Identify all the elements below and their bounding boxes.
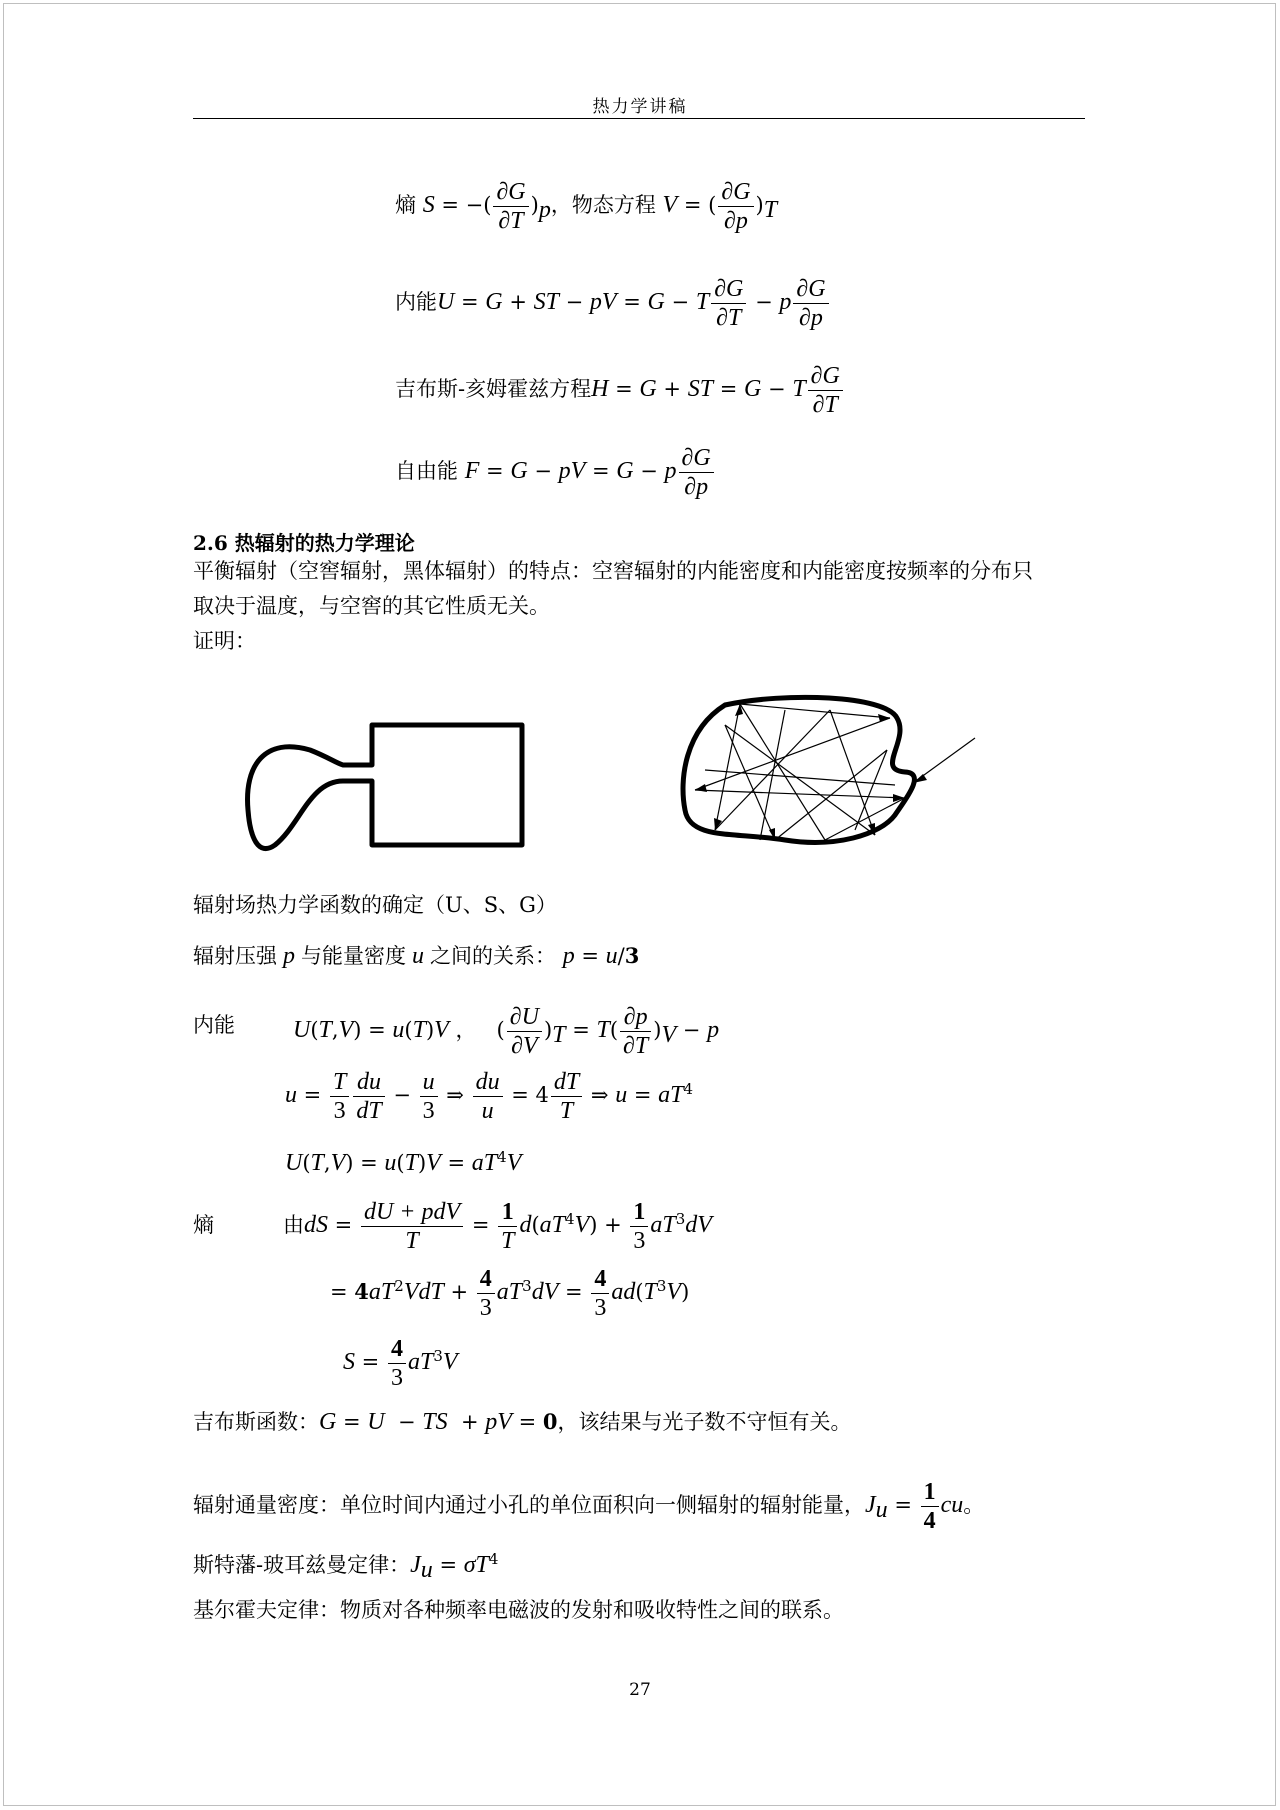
formula-u-result: $U(T,V) = u(T)V = aT^4V$ [285, 1148, 522, 1176]
cavity-outline [248, 725, 522, 849]
proof-label: 证明： [193, 629, 256, 653]
header-rule [193, 118, 1085, 119]
cavity-aperture-diagram [240, 705, 540, 865]
header-title: 热力学讲稿 [592, 97, 688, 117]
pressure-relation: 辐射压强 p 与能量密度 u 之间的关系： p = u/3 [193, 943, 640, 969]
functions-line: 辐射场热力学函数的确定（U、S、G） [193, 893, 557, 917]
section-heading: 2.6 热辐射的热力学理论 [193, 531, 415, 555]
flux-density-line: 辐射通量密度：单位时间内通过小孔的单位面积向一侧辐射的辐射能量，$J_u$ = $\frac{1}{4}$ cu。 [193, 1479, 985, 1534]
section-paragraph-line2: 取决于温度，与空窖的其它性质无关。 [193, 594, 550, 618]
formula-ds-expanded: = $4aT^2VdT$ + $\frac{4}{3}$ $aT^3dV$ = $\frac{4}{3}$ $ad(T^3V)$ [330, 1266, 690, 1321]
formula-radiation-u: U(T,V) = u(T)V ， ( $\frac{\partial U}{\partial V}$ )$_T = T$( $\frac{\partial p}{\partial T}$ )$_V - p$ [293, 1004, 720, 1059]
cavity-rays-diagram [665, 690, 985, 860]
stefan-boltzmann-line: 斯特藩-玻耳兹曼定律：$J_u = \sigma T^4$ [193, 1550, 499, 1584]
page-number: 27 [629, 1680, 651, 1700]
gibbs-function-line: 吉布斯函数：G = U − TS + pV = 0，该结果与光子数不守恒有关。 [193, 1409, 852, 1435]
entropy-label: 熵 [193, 1213, 214, 1237]
section-paragraph-line1: 平衡辐射（空窖辐射，黑体辐射）的特点：空窖辐射的内能密度和内能密度按频率的分布只 [193, 559, 1033, 583]
formula-internal-energy: 内能U = G + ST − pV = G − T $\frac{\partial G}{\partial T}$ − p $\frac{\partial G}{\partial p}$ [395, 275, 831, 332]
formula-entropy-eos: 熵 S = −( $\frac{\partial G}{\partial T}$ )$_p$，物态方程 V = ( $\frac{\partial G}{\partial p}$ )$_T$ [395, 179, 778, 234]
kirchhoff-line: 基尔霍夫定律：物质对各种频率电磁波的发射和吸收特性之间的联系。 [193, 1598, 844, 1622]
formula-s-result: S = $\frac{4}{3}$ $aT^3V$ [343, 1336, 458, 1391]
ray-paths [695, 704, 975, 840]
formula-ds: 由dS = $\frac{\text{dU + pdV}}{T}$ = $\frac{1}{T}$ $d(aT^4V)$ + $\frac{1}{3}$ $aT^3dV$ [283, 1199, 712, 1254]
formula-free-energy: 自由能 F = G − pV = G − p $\frac{\partial G}{\partial p}$ [395, 444, 716, 501]
formula-u-derivation: u = $\frac{T}{3}$ $\frac{du}{dT}$ − $\frac{u}{3}$ ⇒ $\frac{du}{u}$ = 4 $\frac{dT}{T}$ ⇒ $u = aT^4$ [285, 1069, 694, 1124]
formula-gibbs-helmholtz: 吉布斯-亥姆霍兹方程H = G + ST = G − T $\frac{\partial G}{\partial T}$ [395, 362, 845, 419]
internal-energy-label: 内能 [193, 1013, 235, 1037]
